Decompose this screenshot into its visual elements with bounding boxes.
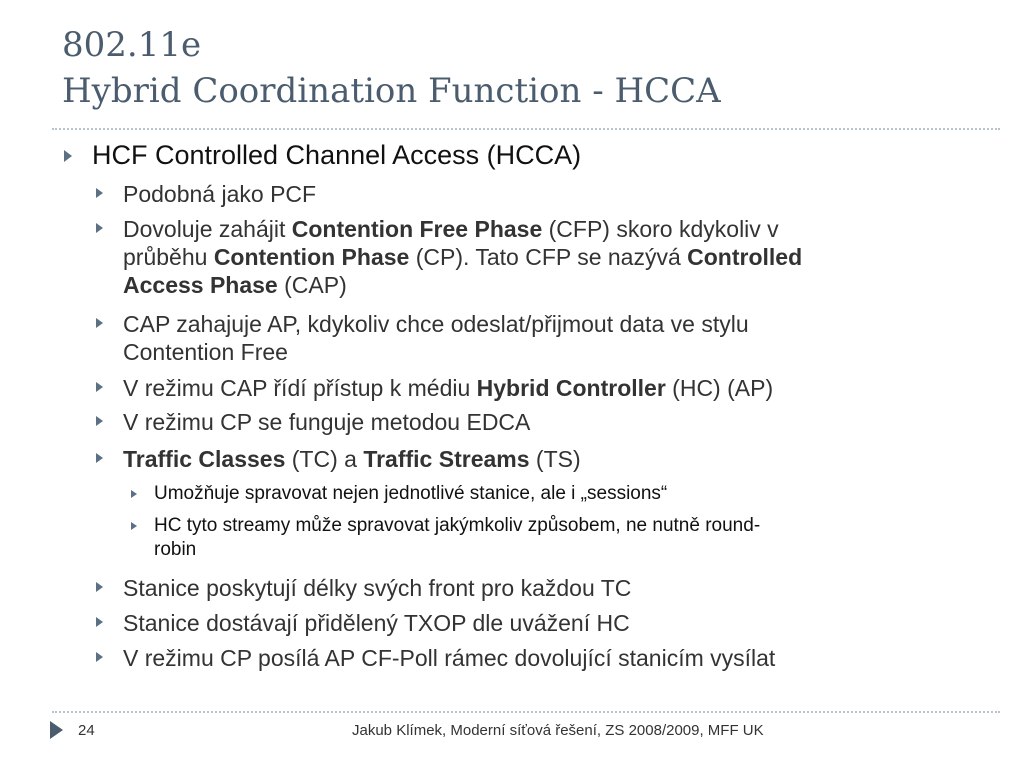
bullet-arrow-icon — [96, 318, 103, 328]
bullet-arrow-icon — [131, 490, 137, 498]
bullet-round-robin: HC tyto streamy může spravovat jakýmkoliv způsobem, ne nutně round- robin — [154, 515, 761, 560]
slide-title-line1: 802.11e — [62, 25, 202, 65]
bullet-hybrid-controller: V režimu CAP řídí přístup k médiu Hybrid Controller (HC) (AP) — [123, 375, 774, 401]
bullet-arrow-icon — [96, 617, 103, 627]
slide-title-line2: Hybrid Coordination Function - HCCA — [62, 71, 721, 111]
bullet-contention-free-phase: Dovoluje zahájit Contention Free Phase (CFP) skoro kdykoliv v průběhu Contention Phase (CP). Tato CFP se nazývá Controlled Access Phase (CAP) — [123, 216, 803, 298]
page-number: 24 — [78, 722, 95, 739]
bullet-arrow-icon — [96, 652, 103, 662]
bullet-pcf: Podobná jako PCF — [123, 181, 317, 207]
bullet-traffic-classes: Traffic Classes (TC) a Traffic Streams (TS) — [123, 446, 581, 472]
bullet-arrow-icon — [96, 416, 103, 426]
slide-title — [62, 22, 721, 114]
bullet-sessions: Umožňuje spravovat nejen jednotlivé stanice, ale i „sessions“ — [154, 483, 668, 504]
bullet-arrow-icon — [96, 382, 103, 392]
bullet-cap: CAP zahajuje AP, kdykoliv chce odeslat/přijmout data ve stylu Contention Free — [123, 311, 749, 365]
bullet-queue-lengths: Stanice poskytují délky svých front pro každou TC — [123, 575, 632, 601]
bullet-txop: Stanice dostávají přidělený TXOP dle uvážení HC — [123, 610, 630, 636]
bullet-arrow-icon — [96, 223, 103, 233]
bullet-arrow-icon — [96, 188, 103, 198]
play-arrow-icon — [50, 721, 63, 739]
bullet-arrow-icon — [64, 150, 72, 162]
bullet-edca: V režimu CP se funguje metodou EDCA — [123, 409, 531, 435]
bullet-arrow-icon — [131, 522, 137, 530]
bullet-hcca: HCF Controlled Channel Access (HCCA) — [92, 140, 582, 170]
bullet-arrow-icon — [96, 582, 103, 592]
footer-text: Jakub Klímek, Moderní síťová řešení, ZS 2008/2009, MFF UK — [352, 722, 764, 739]
bullet-arrow-icon — [96, 453, 103, 463]
title-divider — [52, 128, 1000, 130]
bullet-cf-poll: V režimu CP posílá AP CF-Poll rámec dovolující stanicím vysílat — [123, 645, 776, 671]
footer-divider — [52, 711, 1000, 713]
